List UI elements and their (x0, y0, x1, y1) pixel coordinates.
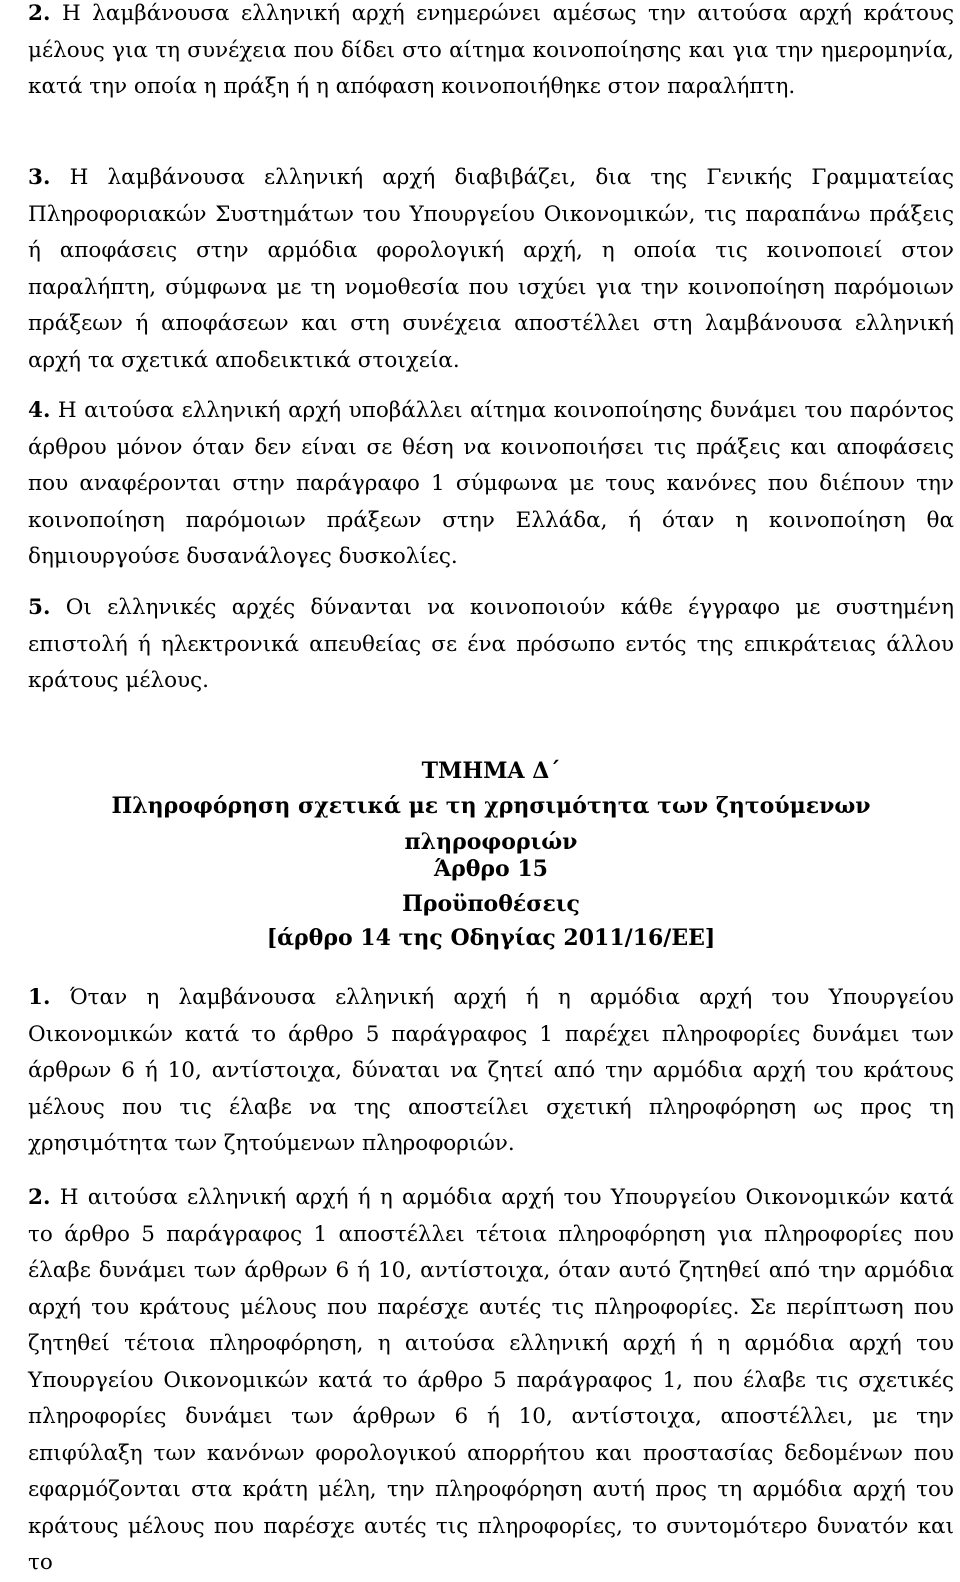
section-title: Πληροφόρηση σχετικά με τη χρησιμότητα των ζητούμενων πληροφοριών (111, 793, 871, 855)
paragraph-5 (28, 590, 954, 700)
article-title: Προϋποθέσεις (402, 891, 580, 917)
paragraph-text: Οι ελληνικές αρχές δύνανται να κοινοποιούν κάθε έγγραφο με συστημένη επιστολή ή ηλεκτρονικά απευθείας σε ένα πρόσωπο εντός της επικράτειας άλλου κράτους μέλους. (28, 595, 954, 693)
paragraph-2 (28, 0, 954, 106)
paragraph-number: 1. (28, 985, 51, 1010)
paragraph-text: Η λαμβάνουσα ελληνική αρχή ενημερώνει αμέσως την αιτούσα αρχή κράτους μέλους για τη συνέχεια που δίδει στο αίτημα κοινοποίησης και για την ημερομηνία, κατά την οποία η πράξη ή η απόφαση κοινοποιήθηκε στον παραλήπτη. (28, 1, 954, 99)
paragraph-text: Όταν η λαμβάνουσα ελληνική αρχή ή η αρμόδια αρχή του Υπουργείου Οικονομικών κατά το άρθρο 5 παράγραφος 1 παρέχει πληροφορίες δυνάμει των άρθρων 6 ή 10, αντίστοιχα, δύναται να ζητεί από την αρμόδια αρχή του κράτους μέλους που τις έλαβε να της αποστείλει σχετική πληροφόρηση ως προς τη χρησιμότητα των ζητούμενων πληροφοριών. (28, 985, 954, 1156)
paragraph-text: Η αιτούσα ελληνική αρχή ή η αρμόδια αρχή του Υπουργείου Οικονομικών κατά το άρθρο 5 παράγραφος 1 αποστέλλει τέτοια πληροφόρηση για πληροφορίες που έλαβε δυνάμει των άρθρων 6 ή 10, αντίστοιχα, όταν αυτό ζητηθεί από την αρμόδια αρχή του κράτους μέλους που παρέσχε αυτές τις πληροφορίες. Σε περίπτωση που ζητηθεί τέτοια πληροφόρηση, η αιτούσα ελληνική αρχή ή η αρμόδια αρχή του Υπουργείου Οικονομικών κατά το άρθρο 5 παράγραφος 1, που έλαβε τις σχετικές πληροφορίες δυνάμει των άρθρων 6 ή 10, αντίστοιχα, αποστέλλει, με την επιφύλαξη των κανόνων φορολογικού απορρήτου και προστασίας δεδομένων που εφαρμόζονται στα κράτη μέλη, την πληροφόρηση αυτή προς τη αρμόδια αρχή του κράτους μέλους που παρέσχε αυτές τις πληροφορίες, το συντομότερο δυνατόν και το (28, 1185, 954, 1575)
article-number: Άρθρο 15 (434, 856, 548, 882)
paragraph-text: Η αιτούσα ελληνική αρχή υποβάλλει αίτημα κοινοποίησης δυνάμει του παρόντος άρθρου μόνον όταν δεν είναι σε θέση να κοινοποιήσει τις πράξεις και αποφάσεις που αναφέρονται στην παράγραφο 1 σύμφωνα με τους κανόνες που διέπουν την κοινοποίηση παρόμοιων πράξεων στην Ελλάδα, ή όταν η κοινοποίηση θα δημιουργούσε δυσανάλογες δυσκολίες. (28, 398, 954, 569)
article-reference: [άρθρο 14 της Οδηγίας 2011/16/ΕΕ] (266, 925, 716, 951)
paragraph-text: Η λαμβάνουσα ελληνική αρχή διαβιβάζει, δια της Γενικής Γραμματείας Πληροφοριακών Συστημάτων του Υπουργείου Οικονομικών, τις παραπάνω πράξεις ή αποφάσεις στην αρμόδια φορολογική αρχή, η οποία τις κοινοποιεί στον παραλήπτη, σύμφωνα με τη νομοθεσία που ισχύει για την κοινοποίηση παρόμοιων πράξεων ή αποφάσεων και στη συνέχεια αποστέλλει στη λαμβάνουσα ελληνική αρχή τα σχετικά αποδεικτικά στοιχεία. (28, 165, 954, 373)
paragraph-3 (28, 160, 954, 379)
section-label: ΤΜΗΜΑ Δ΄ (421, 758, 561, 784)
article-paragraph-2 (28, 1180, 954, 1582)
article-paragraph-1 (28, 980, 954, 1163)
paragraph-number: 2. (28, 1, 51, 26)
paragraph-number: 4. (28, 398, 51, 423)
paragraph-number: 5. (28, 595, 51, 620)
paragraph-number: 3. (28, 165, 51, 190)
paragraph-4 (28, 393, 954, 576)
paragraph-number: 2. (28, 1185, 51, 1210)
